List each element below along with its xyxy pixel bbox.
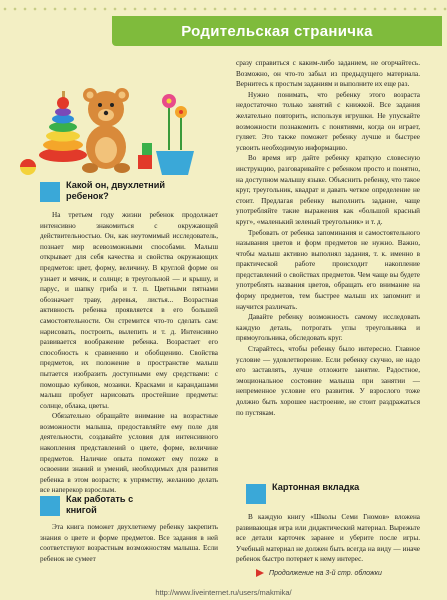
left-column-body-2 xyxy=(40,522,218,564)
left-column-body xyxy=(40,210,218,496)
heading-square-icon xyxy=(246,484,266,504)
bear-toys-illustration xyxy=(8,55,208,183)
ring-pyramid-icon xyxy=(39,91,87,162)
dotted-border xyxy=(0,6,447,12)
section-header xyxy=(112,16,442,46)
arrow-right-icon xyxy=(256,569,264,577)
section-heading-book: Как работать с книгой xyxy=(40,494,156,516)
right-column-body-2 xyxy=(236,512,420,565)
heading-square-icon xyxy=(40,496,60,516)
section-heading-insert: Картонная вкладка xyxy=(246,482,362,504)
paragraph: Нужно понимать, что ребенку этого возраста недостаточно только занятий с книжкой. Все задания желательно повторить, используя игрушки. Не упускайте возможности познакомить с понятиями, когда он играет, гуляет. Это также поможет ребенку лучше и быстрее усвоить необходимую информацию. xyxy=(236,90,420,152)
heading-square-icon xyxy=(40,182,60,202)
source-url: http://www.liveinternet.ru/users/makmika/ xyxy=(155,588,292,597)
paragraph: Эта книга поможет двухлетнему ребенку закрепить знания о цвете и форме предметов. Все задания в ней соответствуют возрастным возможностям малыша. Если ребенок не сумеет xyxy=(40,523,218,563)
paragraph: В каждую книгу «Школы Семи Гномов» вложена развивающая игра или дидактический материал. Вырежьте все детали карточек заранее и уберите после игры. Учебный материал не должен быть всегда на виду — иначе ребенок быстро потеряет к нему интерес. xyxy=(236,513,420,564)
page-title: Родительская страничка xyxy=(181,22,373,40)
right-column-body xyxy=(236,58,420,418)
continued-note: Продолжение на 3-й стр. обложки xyxy=(256,569,382,577)
flowers-icon xyxy=(156,94,194,175)
paragraph: Старайтесь, чтобы ребенку было интересно. Главное условие — удовлетворение. Если ребенку скучно, не надо его заставлять, лучше отложите занятие. Радостное, эмоциональное состояние малыша при занятии — непременное условие его развития. У взрослого тоже должно быть хорошее настроение, не стоит раздражаться по пустякам. xyxy=(236,345,420,417)
section-heading-age: Какой он, двухлетний ребенок? xyxy=(40,180,206,202)
paragraph: Давайте ребенку возможность самому исследовать каждую деталь, потрогать углы треугольника и прямоугольника, обследовать круг. xyxy=(236,313,420,343)
paragraph: Обязательно обращайте внимание на возрастные возможности малыша, предоставляйте ему поле для деятельности, создавайте условия для интенсивного накопления представлений о цвете, форме, величине предметов. Наличие опыта поможет ему позже в освоении знаний и умений, необходимых для развития ребенка в этом возрасте; к упрямству, желанию делать все наперекор взрослым. xyxy=(40,412,218,495)
paragraph: Требовать от ребенка запоминания и самостоятельного называния цветов и форм предметов не нужно. Важно, чтобы малыш активно выполнял задания, т. к. именно в практической работе происходит накопление представлений о свойствах предметов. Чем чаще вы будете употреблять названия цветов, обращать его внимание на форму предметов, тем быстрее малыш их запомнит и научится различать. xyxy=(236,228,420,311)
bear-icon xyxy=(82,88,130,173)
paragraph: сразу справиться с каким-либо заданием, не огорчайтесь. Возможно, он что-то забыл из предыдущего материала. Вернитесь к простым заданиям и выполните их еще раз. xyxy=(236,59,420,89)
paragraph: На третьем году жизни ребенок продолжает интенсивно знакомиться с окружающей действительностью. Он, как неутомимый исследователь, познает мир всевозможными способами. Малыш открывает для себя качества и свойства окружающих предметов: цвет, форму, величину. В круглой форме он узнает и мячик, и солнце; в треугольной — и крышу, и парус, и шапку гриба и т. п. Цветными пятнами обозначает траву, деревья, листья... Возрастная активность ребенка проявляется в его большей самостоятельности. Он стремится что-то сделать сам: нарисовать, построить, вылепить и т. д. Интенсивно развивается воображение ребенка. Возрастает его способность к сравнению и обобщению. Свойства предметов, их положение в пространстве малыш пытается изобразить доступными ему средствами: с помощью кубиков, мозаики. Красками и карандашами малыш пробует нарисовать простейшие предметы: солнце, облака, цветы. xyxy=(40,211,218,410)
paragraph: Во время игр дайте ребенку краткую словесную инструкцию, разговаривайте с ребенком просто и понятно, на доступном малышу языке. Объяснить ребенку, что такое круг, треугольник, квадрат и давать четкое определение не стоит. Предлагая ребенку выполнить задание, чаще употребляйте такие выражения как «большой красный круг», «маленький зеленый треугольник» и т. д. xyxy=(236,154,420,226)
